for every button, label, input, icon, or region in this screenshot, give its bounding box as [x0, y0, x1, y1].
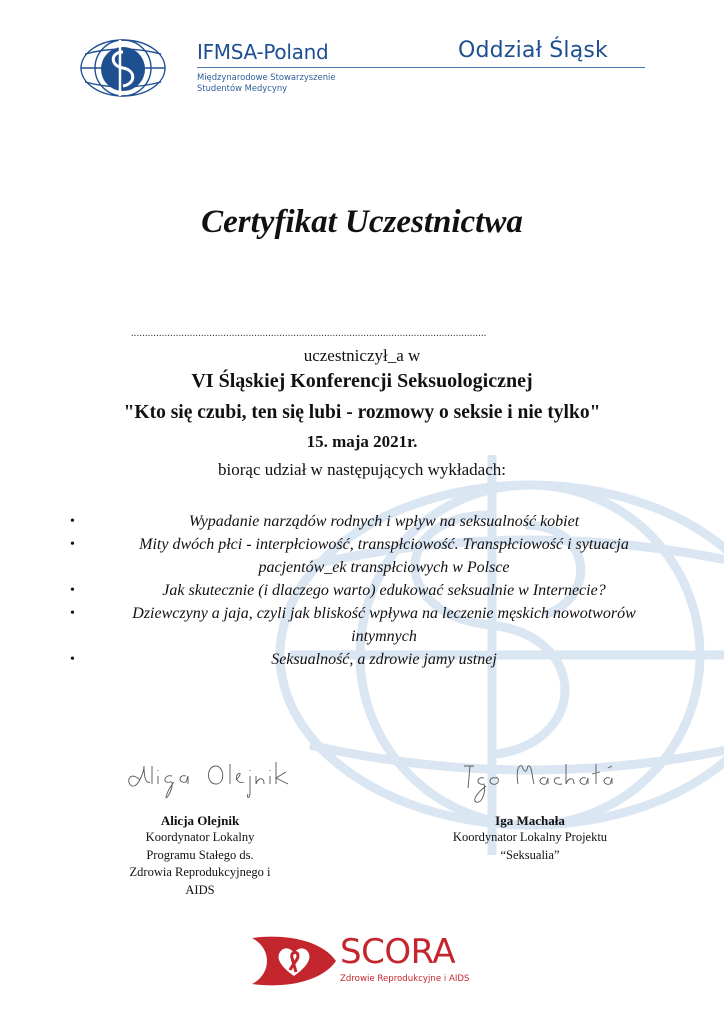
lecture-title: Mity dwóch płci - interpłciowość, transpłciowość. Transpłciowość i sytuacja pacjentów_ek transpłciowych w Polsce — [139, 536, 629, 576]
certificate-header — [0, 0, 724, 110]
org-name: IFMSA-Poland — [197, 40, 329, 64]
signature-block-left — [100, 752, 300, 899]
bullet-icon: • — [70, 537, 75, 552]
participant-name-line: ............................................................................................................................... — [131, 328, 487, 339]
certificate-title: Certyfikat Uczestnictwa — [201, 204, 523, 240]
lecture-item — [68, 510, 668, 533]
signatory-role-line: AIDS — [185, 882, 215, 897]
conference-name: VI Śląskiej Konferencji Seksuologicznej — [191, 370, 533, 392]
lecture-list — [68, 510, 668, 671]
lecture-title: Jak skutecznie (i dlaczego warto) edukować seksualnie w Internecie? — [162, 582, 606, 599]
signatory-name: Iga Machała — [495, 813, 565, 828]
lecture-title: Dziewczyny a jaja, czyli jak bliskość wpływa na leczenie męskich nowotworów intymnych — [132, 605, 636, 645]
lecture-title: Wypadanie narządów rodnych i wpływ na seksualność kobiet — [188, 513, 580, 530]
scora-name: SCORA — [340, 932, 456, 972]
conference-date: 15. maja 2021r. — [306, 432, 418, 451]
org-subtitle-line: Studentów Medycyny — [197, 83, 288, 93]
participated-text: uczestniczył_a w — [303, 346, 421, 365]
lecture-item — [68, 602, 668, 648]
lecture-item — [68, 648, 668, 671]
bullet-icon: • — [70, 652, 75, 667]
signatory-role-line: Koordynator Lokalny — [145, 830, 255, 844]
bullet-icon: • — [70, 583, 75, 598]
scora-heart-ribbon-logo-icon — [250, 934, 338, 988]
branch-name: Oddział Śląsk — [458, 38, 608, 63]
lecture-item — [68, 533, 668, 579]
handwritten-signature-icon — [100, 752, 300, 807]
bullet-icon: • — [70, 514, 75, 529]
scora-subtitle: Zdrowie Reprodukcyjne i AIDS — [340, 974, 470, 984]
header-divider — [197, 67, 645, 68]
lecture-title: Seksualność, a zdrowie jamy ustnej — [271, 651, 497, 668]
signatory-name: Alicja Olejnik — [160, 813, 240, 828]
ifmsa-globe-logo-icon — [80, 38, 166, 98]
signatory-role-line: Zdrowia Reprodukcyjnego i — [129, 865, 271, 879]
conference-topic: "Kto się czubi, ten się lubi - rozmowy o seksie i nie tylko" — [123, 402, 601, 423]
org-subtitle-line: Międzynarodowe Stowarzyszenie — [197, 72, 336, 82]
scora-logo — [250, 932, 480, 992]
lectures-intro: biorąc udział w następujących wykładach: — [218, 460, 506, 479]
handwritten-signature-icon — [430, 752, 630, 807]
signatory-role-line: Koordynator Lokalny Projektu — [452, 830, 608, 844]
org-subtitle — [197, 72, 336, 94]
signature-block-right — [430, 752, 630, 864]
lecture-item — [68, 579, 668, 602]
signatory-role-line: Programu Stałego ds. — [146, 847, 254, 862]
signatory-role-line: “Seksualia” — [500, 847, 560, 862]
bullet-icon: • — [70, 606, 75, 621]
